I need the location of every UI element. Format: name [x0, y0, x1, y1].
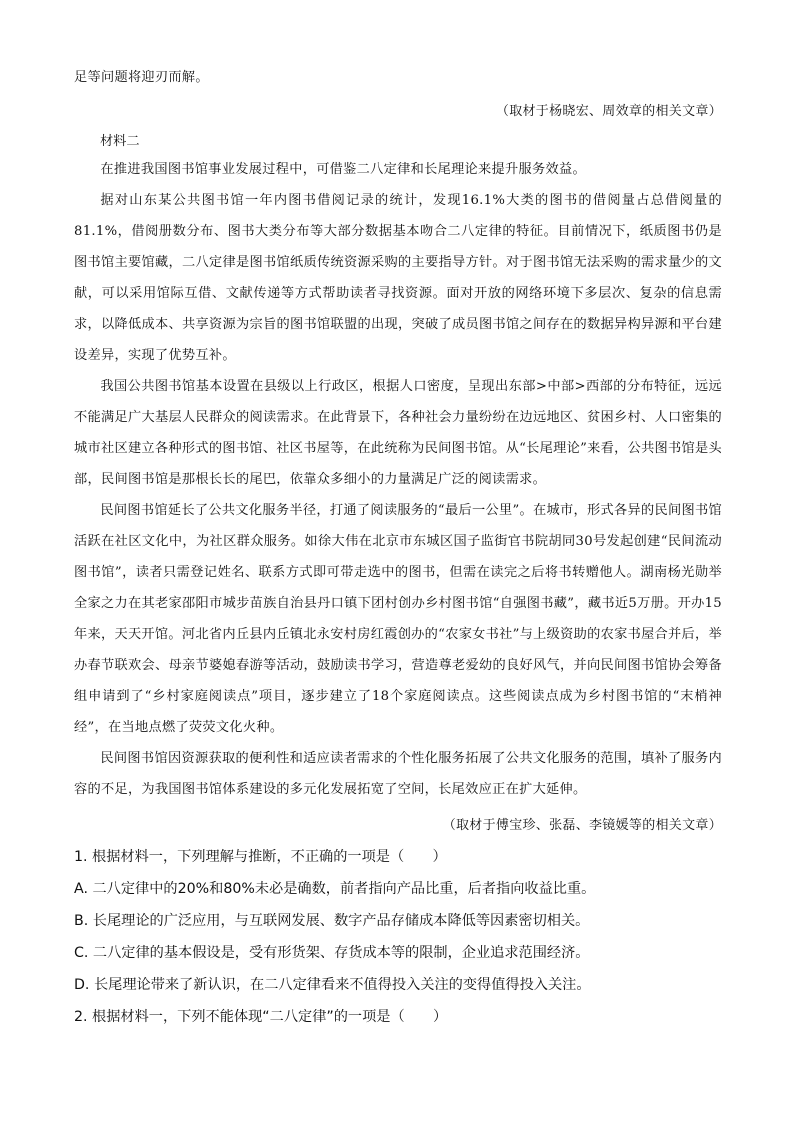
material2-paragraph-5: 民间图书馆因资源获取的便利性和适应读者需求的个性化服务拓展了公共文化服务的范围，填补了服务内容的不足，为我国图书馆体系建设的多元化发展拓宽了空间，长尾效应正在扩大延伸。 [74, 751, 722, 797]
question-1-option-d: D. 长尾理论带来了新认识，在二八定律看来不值得投入关注的变得值得投入关注。 [74, 977, 591, 993]
question-1-option-b: B. 长尾理论的广泛应用，与互联网发展、数字产品存储成本降低等因素密切相关。 [74, 913, 590, 929]
question-1-option-a: A. 二八定律中的20%和80%未必是确数，前者指向产品比重，后者指向收益比重。 [74, 881, 596, 897]
material1-tail-text: 足等问题将迎刃而解。 [74, 70, 209, 85]
material2-heading: 材料二 [100, 134, 140, 149]
material2-paragraph-2: 据对山东某公共图书馆一年内图书借阅记录的统计，发现16.1%大类的图书的借阅量占总借阅量的81.1%，借阅册数分布、图书大类分布等大部分数据基本吻合二八定律的特征。目前情况下，纸质图书仍是图书馆主要馆藏，二八定律是图书馆纸质传统资源采购的主要指导方针。对于图书馆无法采购的需求量少的文献，可以采用馆际互借、文献传递等方式帮助读者寻找资源。面对开放的网络环境下多层次、复杂的信息需求，以降低成本、共享资源为宗旨的图书馆联盟的出现，突破了成员图书馆之间存在的数据异构异源和平台建设差异，实现了优势互补。 [74, 193, 722, 363]
material2-source: （取材于傅宝珍、张磊、李镜媛等的相关文章） [442, 818, 722, 833]
material2-paragraph-4: 民间图书馆延长了公共文化服务半径，打通了阅读服务的“最后一公里”。在城市，形式各异的民间图书馆活跃在社区文化中，为社区群众服务。如徐大伟在北京市东城区国子监街官书院胡同30号发起创建“民间流动图书馆”，读者只需登记姓名、联系方式即可带走选中的图书，但需在读完之后将书转赠他人。湖南杨光勋举全家之力在其老家邵阳市城步苗族自治县丹口镇下团村创办乡村图书馆“自强图书藏”，藏书近5万册。开办15年来，天天开馆。河北省内丘县内丘镇北永安村房红霞创办的“农家女书社”与上级资助的农家书屋合并后，举办春节联欢会、母亲节婆媳春游等活动，鼓励读书学习，营造尊老爱幼的良好风气，并向民间图书馆协会筹备组申请到了“乡村家庭阅读点”项目，逐步建立了18个家庭阅读点。这些阅读点成为乡村图书馆的“末梢神经”，在当地点燃了荧荧文化火种。 [74, 503, 722, 735]
material1-source: （取材于杨晓宏、周效章的相关文章） [495, 104, 722, 119]
material2-paragraph-1: 在推进我国图书馆事业发展过程中，可借鉴二八定律和长尾理论来提升服务效益。 [100, 162, 586, 177]
question-2-stem: 2. 根据材料一，下列不能体现“二八定律”的一项是（ ） [74, 1009, 448, 1025]
question-1-option-c: C. 二八定律的基本假设是，受有形货架、存货成本等的限制，企业追求范围经济。 [74, 945, 590, 961]
question-1-stem: 1. 根据材料一，下列理解与推断，不正确的一项是（ ） [74, 849, 447, 865]
material2-paragraph-3: 我国公共图书馆基本设置在县级以上行政区，根据人口密度，呈现出东部>中部>西部的分布特征，远远不能满足广大基层人民群众的阅读需求。在此背景下，各种社会力量纷纷在边远地区、贫困乡村、人口密集的城市社区建立各种形式的图书馆、社区书屋等，在此统称为民间图书馆。从“长尾理论”来看，公共图书馆是头部，民间图书馆是那根长长的尾巴，依靠众多细小的力量满足广泛的阅读需求。 [74, 379, 722, 487]
